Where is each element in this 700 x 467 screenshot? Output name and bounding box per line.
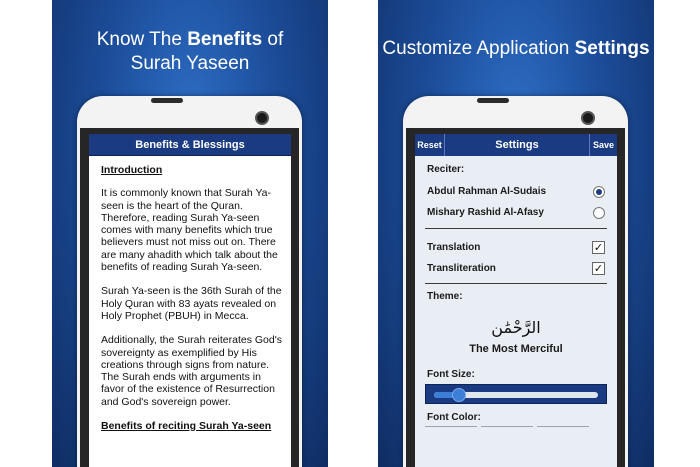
intro-heading: Introduction — [101, 164, 163, 176]
font-color-swatch[interactable] — [537, 426, 589, 427]
benefits-content[interactable] — [89, 156, 291, 432]
reciter-option-afasy[interactable] — [427, 205, 605, 221]
transliteration-label: Transliteration — [427, 263, 496, 274]
speaker-grille — [151, 98, 183, 103]
benefits-heading: Benefits of reciting Surah Ya-seen — [101, 420, 272, 433]
font-size-slider[interactable] — [425, 384, 607, 404]
benefits-headline — [52, 28, 328, 52]
settings-title: Settings — [495, 139, 539, 151]
radio-unselected-icon[interactable] — [593, 207, 605, 219]
transliteration-row[interactable] — [427, 261, 605, 277]
transliteration-checkbox[interactable]: ✓ — [593, 262, 604, 275]
translation-row[interactable] — [427, 240, 605, 256]
camera-icon — [581, 111, 595, 125]
speaker-grille — [477, 98, 509, 103]
save-button[interactable]: Save — [589, 134, 617, 156]
headline-bold: Benefits — [187, 29, 263, 50]
camera-icon — [255, 111, 269, 125]
reciter-name: Mishary Rashid Al-Afasy — [427, 207, 544, 218]
slider-track[interactable] — [434, 392, 598, 398]
screen-title: Benefits & Blessings — [89, 134, 291, 156]
font-size-label: Font Size: — [427, 369, 475, 380]
reciter-name: Abdul Rahman Al-Sudais — [427, 186, 547, 197]
theme-arabic-preview[interactable]: الرَّحْمَٰن — [491, 318, 541, 337]
headline-prefix: Customize Application — [382, 38, 575, 59]
settings-headline — [378, 37, 654, 61]
screen-frame — [406, 128, 625, 467]
headline-bold: Settings — [574, 38, 650, 59]
radio-selected-icon[interactable] — [593, 186, 605, 198]
headline-prefix: Know The — [96, 29, 188, 50]
font-color-label: Font Color: — [427, 412, 481, 423]
headline-suffix: of — [262, 29, 284, 50]
theme-name: The Most Merciful — [469, 343, 563, 355]
reset-button[interactable]: Reset — [415, 134, 445, 156]
translation-checkbox[interactable]: ✓ — [593, 241, 604, 254]
paragraph: Additionally, the Surah reiterates God's sovereignty as exemplified by His creations through signs from nature. The Surah ends with arguments in favor of the existence of Resurrection and God's sovereign power. — [101, 334, 282, 408]
settings-screen — [415, 134, 617, 467]
screen-frame — [80, 128, 299, 467]
reciter-label: Reciter: — [427, 164, 465, 175]
divider — [425, 283, 607, 284]
settings-promo-panel — [378, 0, 654, 467]
phone-mockup — [77, 96, 302, 467]
benefits-screen — [89, 134, 291, 467]
settings-toolbar — [415, 134, 617, 156]
divider — [425, 228, 607, 229]
theme-label: Theme: — [427, 291, 463, 302]
paragraph: It is commonly known that Surah Ya-seen is the heart of the Quran. Therefore, reading Surah Ya-seen comes with many benefits which true believers must not miss out on. There are many ahadith which talk about the benefits of reading Surah Ya-seen. — [101, 187, 278, 274]
paragraph: Surah Ya-seen is the 36th Surah of the Holy Quran with 83 ayats revealed on Holy Prophet (PBUH) in Mecca. — [101, 285, 282, 322]
font-color-swatch[interactable] — [425, 426, 477, 427]
reciter-option-sudais[interactable] — [427, 184, 605, 200]
phone-mockup — [403, 96, 628, 467]
settings-body — [415, 156, 617, 467]
slider-thumb[interactable] — [452, 388, 466, 402]
font-color-swatch[interactable] — [481, 426, 533, 427]
translation-label: Translation — [427, 242, 481, 253]
benefits-promo-panel — [52, 0, 328, 467]
benefits-headline-line2: Surah Yaseen — [130, 53, 250, 74]
